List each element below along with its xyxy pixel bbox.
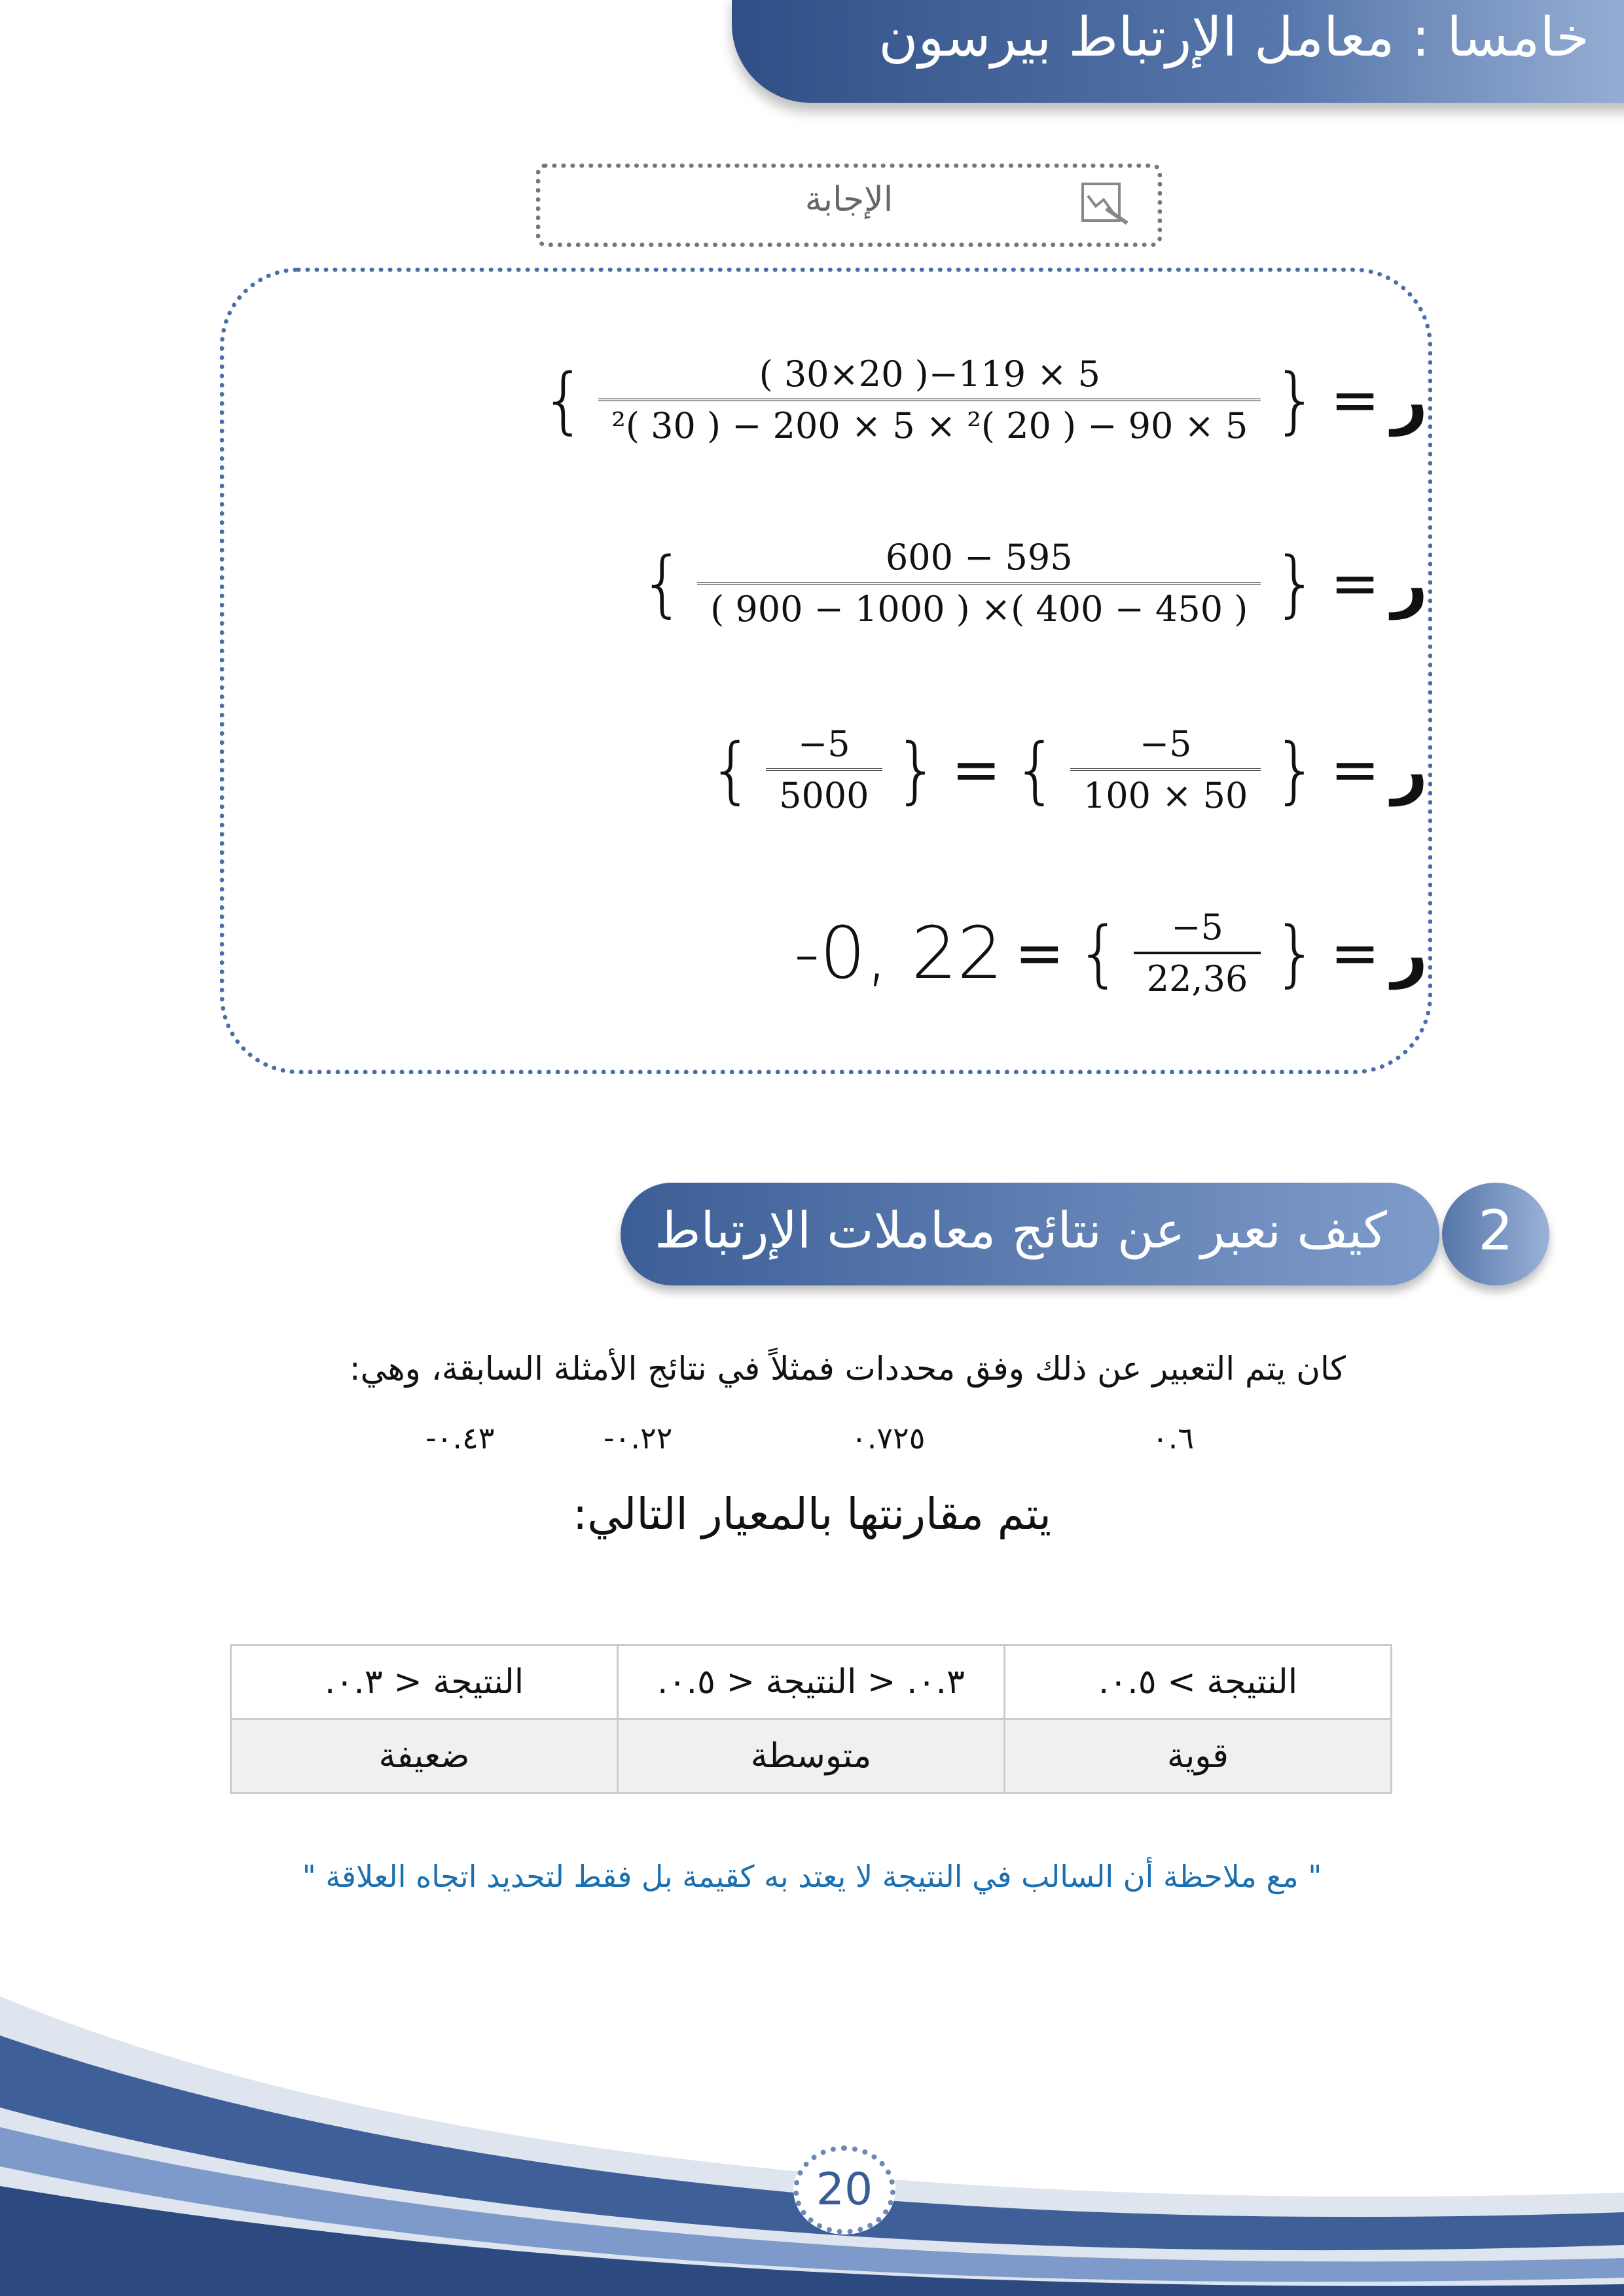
left-brace: { — [640, 541, 686, 625]
denominator: 100 × 50 — [1070, 768, 1261, 816]
value-item: ٠.٦ — [1152, 1420, 1195, 1456]
left-brace: { — [541, 358, 587, 442]
equals-sign: = — [1330, 735, 1380, 804]
right-brace: } — [1272, 728, 1319, 812]
right-brace: } — [1272, 358, 1319, 442]
label-cell: قوية — [1005, 1719, 1392, 1793]
section-number: 2 — [1478, 1198, 1513, 1263]
result-value: -0, 22 — [793, 911, 1003, 995]
criteria-cell: ٠.٣. < النتيجة < ٠.٥. — [618, 1645, 1005, 1719]
compare-heading: يتم مقارنتها بالمعيار التالي: — [573, 1489, 1051, 1539]
r-symbol: ر — [1391, 363, 1428, 437]
left-brace: { — [1075, 911, 1122, 995]
page-title: خامسا : معامل الإرتباط بيرسون — [878, 7, 1589, 69]
equation-row-1 — [541, 353, 1428, 446]
footer-waves — [0, 1996, 1624, 2296]
numerator: ( 30×20 )−119 × 5 — [759, 353, 1100, 395]
page-number: 20 — [793, 2145, 895, 2234]
table-row — [231, 1645, 1392, 1719]
right-brace: } — [1272, 541, 1319, 625]
fraction — [697, 537, 1261, 630]
equals-sign: = — [951, 735, 1001, 804]
right-brace: } — [893, 728, 940, 812]
denominator: ( 900 − 1000 ) ×( 400 − 450 ) — [697, 582, 1261, 630]
equals-sign: = — [1330, 548, 1380, 618]
criteria-cell: النتيجة > ٠.٥. — [1005, 1645, 1392, 1719]
numerator: −5 — [1171, 906, 1223, 948]
table-row — [231, 1719, 1392, 1793]
value-item: ٠.٤٣- — [425, 1420, 495, 1456]
fraction — [1134, 906, 1261, 999]
equation-row-4 — [794, 906, 1428, 999]
fraction — [598, 353, 1261, 446]
criteria-cell: النتيجة < ٠.٣. — [231, 1645, 618, 1719]
equation-row-3 — [708, 723, 1428, 816]
denominator: ²( 30 ) − 200 × 5 × ²( 20 ) − 90 × 5 — [598, 399, 1261, 446]
fraction — [1070, 723, 1261, 816]
left-brace: { — [1012, 728, 1058, 812]
answer-label-box — [536, 164, 1162, 247]
numerator: 600 − 595 — [885, 537, 1073, 578]
label-cell: ضعيفة — [231, 1719, 618, 1793]
section-heading-pill — [621, 1183, 1439, 1285]
note-text: " مع ملاحظة أن السالب في النتيجة لا يعتد به كقيمة بل فقط لتحديد اتجاه العلاقة " — [302, 1859, 1322, 1894]
document-chart-icon — [1077, 180, 1130, 226]
denominator: 5000 — [766, 768, 882, 816]
numerator: −5 — [798, 723, 850, 764]
label-cell: متوسطة — [618, 1719, 1005, 1793]
section-title: كيف نعبر عن نتائج معاملات الإرتباط — [655, 1201, 1387, 1259]
answer-label: الإجابة — [804, 180, 893, 219]
value-item: ٠.٧٢٥ — [851, 1420, 926, 1456]
value-item: ٠.٢٢- — [604, 1420, 673, 1456]
equals-sign: = — [1330, 918, 1380, 988]
r-symbol: ر — [1391, 547, 1428, 620]
r-symbol: ر — [1391, 916, 1428, 990]
r-symbol: ر — [1391, 733, 1428, 806]
equals-sign: = — [1015, 918, 1064, 988]
fraction — [766, 723, 882, 816]
equals-sign: = — [1330, 365, 1380, 435]
title-banner — [732, 0, 1624, 103]
equation-row-2 — [640, 537, 1428, 630]
intro-paragraph: كان يتم التعبير عن ذلك وفق محددات فمثلاً في نتائج الأمثلة السابقة، وهي: — [349, 1350, 1346, 1388]
section-number-badge — [1442, 1183, 1549, 1285]
right-brace: } — [1272, 911, 1319, 995]
criteria-table — [230, 1644, 1392, 1794]
numerator: −5 — [1139, 723, 1192, 764]
left-brace: { — [708, 728, 755, 812]
denominator: 22,36 — [1134, 952, 1261, 999]
